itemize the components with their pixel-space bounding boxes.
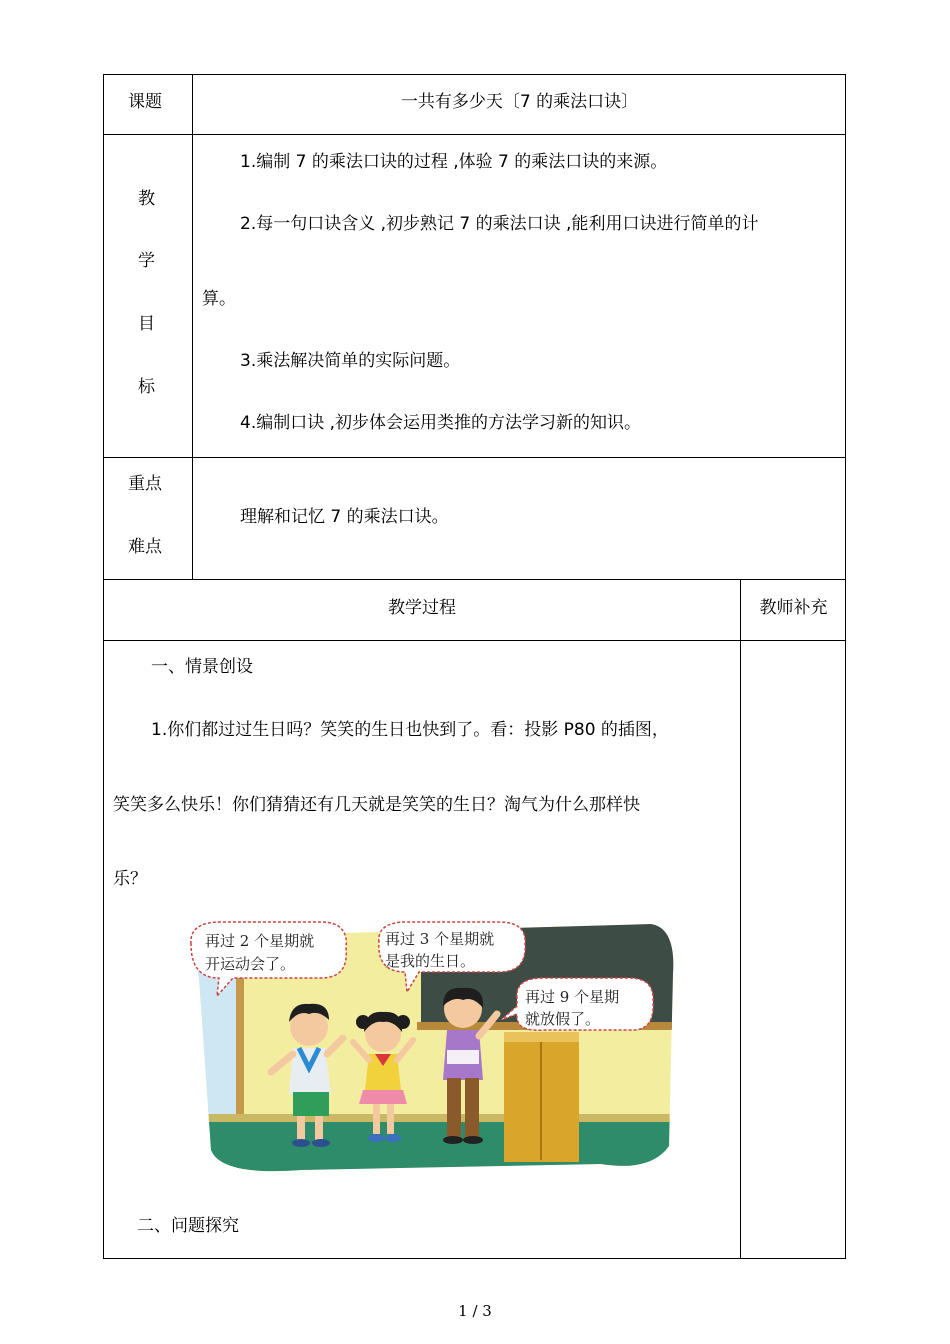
goal-item: 2.每一句口诀含义 ,初步熟记 7 的乘法口诀 ,能利用口诀进行简单的计 — [240, 214, 759, 234]
column-divider — [192, 74, 193, 580]
paragraph-line: 1.你们都过过生日吗？笑笑的生日也快到了。看：投影 P80 的插图， — [151, 720, 669, 740]
bubble-text: 是我的生日。 — [385, 952, 476, 970]
row-divider — [103, 134, 846, 135]
bubble-text: 开运动会了。 — [205, 955, 296, 973]
row-divider — [103, 457, 846, 458]
topic-title: 一共有多少天〔7 的乘法口诀〕 — [400, 92, 639, 112]
goals-label-char: 目 — [138, 314, 155, 334]
bubble-text: 就放假了。 — [525, 1010, 601, 1028]
section-title: 一、情景创设 — [151, 657, 253, 677]
key-points-label: 重点 — [128, 474, 162, 494]
goal-item-continuation: 算。 — [202, 289, 236, 309]
key-points-text: 理解和记忆 7 的乘法口诀。 — [240, 507, 449, 527]
goals-label-char: 学 — [138, 251, 155, 271]
goal-item: 1.编制 7 的乘法口诀的过程 ,体验 7 的乘法口诀的来源。 — [240, 152, 668, 172]
paragraph-line: 笑笑多么快乐！你们猜猜还有几天就是笑笑的生日？淘气为什么那样快 — [113, 795, 640, 815]
row-divider — [103, 640, 846, 641]
topic-label: 课题 — [128, 92, 162, 112]
process-heading: 教学过程 — [388, 598, 456, 618]
bubble-text: 再过 3 个星期就 — [385, 930, 495, 948]
column-divider — [740, 579, 741, 1259]
speech-bubble — [501, 978, 653, 1030]
difficulty-label: 难点 — [128, 537, 162, 557]
classroom-illustration — [181, 914, 681, 1176]
section-title: 二、问题探究 — [137, 1216, 239, 1236]
bubble-text: 再过 9 个星期 — [525, 988, 620, 1006]
goals-label-char: 标 — [138, 377, 155, 397]
page-number: 1 / 3 — [458, 1302, 492, 1320]
goal-item: 4.编制口诀 ,初步体会运用类推的方法学习新的知识。 — [240, 413, 642, 433]
bubble-text: 再过 2 个星期就 — [205, 932, 315, 950]
supplement-heading: 教师补充 — [759, 598, 828, 618]
goal-item: 3.乘法解决简单的实际问题。 — [240, 351, 461, 371]
paragraph-line: 乐？ — [113, 869, 147, 889]
row-divider — [103, 579, 846, 580]
goals-label-char: 教 — [138, 189, 155, 209]
